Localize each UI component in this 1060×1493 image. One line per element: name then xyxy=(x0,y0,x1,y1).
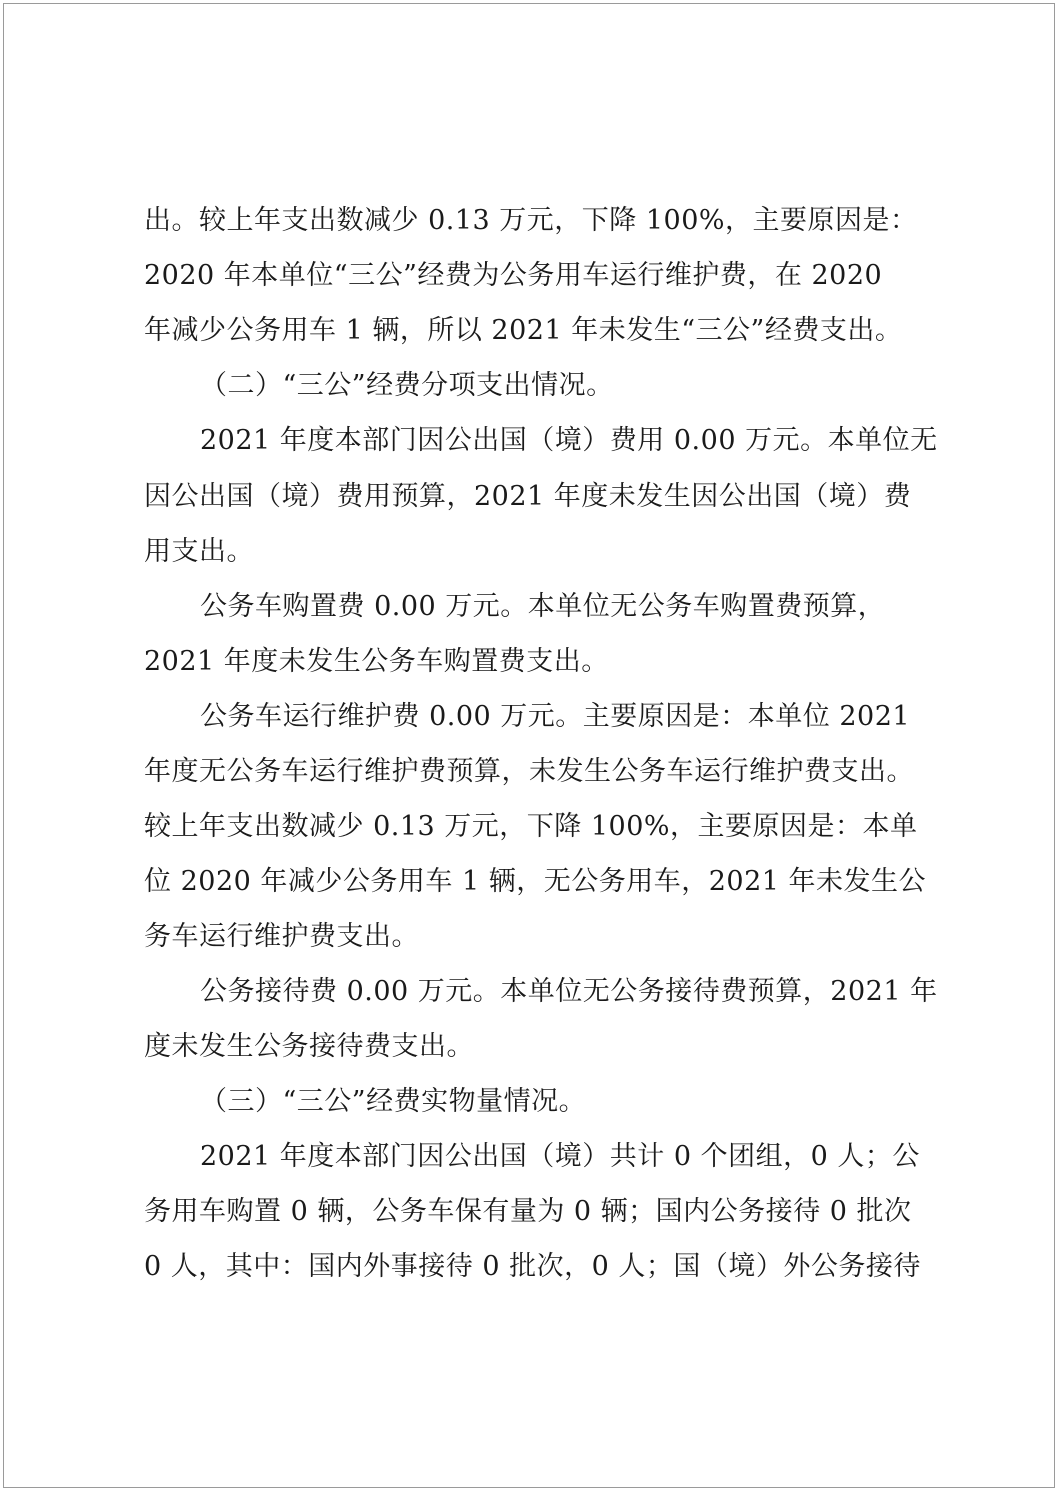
text-line: 公务接待费 0.00 万元。本单位无公务接待费预算，2021 年 xyxy=(200,976,938,1007)
text-line: 公务车运行维护费 0.00 万元。主要原因是：本单位 2021 xyxy=(200,701,911,732)
text-line: 年度无公务车运行维护费预算，未发生公务车运行维护费支出。 xyxy=(144,756,914,787)
section-heading: （二）“三公”经费分项支出情况。 xyxy=(200,370,614,401)
text-line: 2021 年度本部门因公出国（境）共计 0 个团组，0 人；公 xyxy=(200,1141,920,1172)
text-line: 2020 年本单位“三公”经费为公务用车运行维护费，在 2020 xyxy=(144,260,883,291)
text-line: 2021 年度本部门因公出国（境）费用 0.00 万元。本单位无 xyxy=(200,425,938,456)
text-line: 因公出国（境）费用预算，2021 年度未发生因公出国（境）费 xyxy=(144,481,912,512)
text-line: 2021 年度未发生公务车购置费支出。 xyxy=(144,646,609,677)
text-line: 位 2020 年减少公务用车 1 辆，无公务用车，2021 年未发生公 xyxy=(144,866,927,897)
text-line: 较上年支出数减少 0.13 万元，下降 100%，主要原因是：本单 xyxy=(144,811,918,842)
text-line: 务用车购置 0 辆，公务车保有量为 0 辆；国内公务接待 0 批次 xyxy=(144,1196,912,1227)
text-line: 公务车购置费 0.00 万元。本单位无公务车购置费预算， xyxy=(200,591,886,622)
text-line: 出。较上年支出数减少 0.13 万元，下降 100%，主要原因是： xyxy=(144,205,918,236)
text-line: 年减少公务用车 1 辆，所以 2021 年未发生“三公”经费支出。 xyxy=(144,315,903,346)
text-line: 0 人，其中：国内外事接待 0 批次，0 人；国（境）外公务接待 xyxy=(144,1251,921,1282)
text-line: 用支出。 xyxy=(144,536,254,567)
section-heading: （三）“三公”经费实物量情况。 xyxy=(200,1086,587,1117)
text-line: 度未发生公务接待费支出。 xyxy=(144,1031,474,1062)
text-line: 务车运行维护费支出。 xyxy=(144,921,419,952)
document-page xyxy=(3,3,1055,1488)
